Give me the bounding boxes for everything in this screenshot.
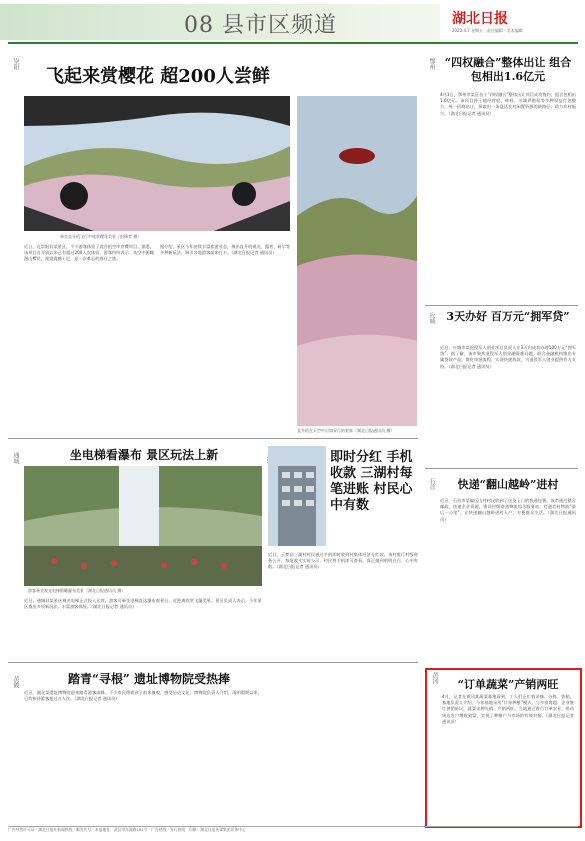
headline-heritage-museum: 踏青“寻根” 遗址博物院受热捧 <box>68 672 230 686</box>
waterfall-body: 近日，通城县某景区观光电梯正式投入运营，游客可乘坐电梯直达瀑布观景台，近距离欣赏飞瀑美景。景区负责人表示，今年景区推出多项新玩法，丰富游客体验。（湖北日报记者 通讯员） <box>24 598 262 610</box>
divider <box>8 438 418 439</box>
issue-meta: 2023.4.7 星期五 · 责任编辑 · 美术编辑 <box>452 28 523 33</box>
order-vegetables-body: 4月，记者在黄冈某蔬菜基地看到，工人们正忙着采摘、分拣、装箱。基地负责人介绍，今年基地采用“订单种植”模式，与多家商超、企业签订供销协议，蔬菜未种先销，产销两旺。当地通过推行订单农业，带动周边农户增收致富，实现了种植户与市场的有效对接。（湖北日报记者 通讯员） <box>442 694 574 724</box>
region-tag-shishou: 石首 <box>428 478 435 490</box>
region-tag-huangpi: 黄陂 <box>12 676 19 688</box>
region-tag-yingcheng: 应城 <box>428 312 435 324</box>
divider <box>425 305 578 306</box>
military-loan-body: 近日，应城市某退役军人创业项目负责人在3天内成功办理100万元“拥军贷”。据了解，该市聚焦退役军人创业融资难问题，联合金融机构推出专属贷款产品，简化审批流程，实现快速放款，为退役军人创业提供有力支持。（湖北日报记者 通讯员） <box>440 345 576 369</box>
helicopter-cockpit-photo <box>24 96 290 231</box>
page-section-title: 08 县市区频道 <box>184 13 337 38</box>
heritage-museum-body: 近日，湖北某遗址博物院迎来踏青游客高峰，不少市民带着孩子前来参观，感受历史文化。博物院负责人介绍，清明假期以来，日均接待游客超过万人次。（湖北日报记者 通讯员） <box>24 690 262 702</box>
headline-elevator-waterfall: 坐电梯看瀑布 景区玩法上新 <box>69 448 219 462</box>
region-tag-chongyang: 崇阳 <box>12 58 19 70</box>
express-delivery-body: 近日，石首市某偏远山村村民收到了送货上门的快递包裹。该市通过整合邮政、快递企业资源，建设村级寄递物流综合服务站，打通农村物流“最后一公里”，让快递翻山越岭进村入户，方便群众生活。（湖北日报通讯员） <box>440 498 576 522</box>
waterfall-elevator-photo <box>24 466 262 586</box>
village-dividend-body: 近日，云梦县三湖村村民通过手机即时收到村集体经济分红款。该村推行村级财务公开，每笔收支实时公示，村民用手机即可查看，真正做到明明白白、心中有数。（湖北日报记者 通讯员） <box>268 552 418 570</box>
headline-land-rights: “四权融合”整体出让 组合包相出1.6亿元 <box>444 56 572 83</box>
photo1-caption: 乘坐直升机飞行中欣赏樱花美景（拍摄者 摄） <box>60 234 142 239</box>
waterfall-photo-caption: 游客乘坐观光电梯俯瞰瀑布美景（湖北日报通讯员 摄） <box>28 588 126 593</box>
helicopter-sky-photo <box>297 96 417 426</box>
headline-cherry-blossom: 飞起来赏樱花 超200人尝鲜 <box>46 66 270 87</box>
land-rights-body: 4月3日，鄂州市某区首个“四权融合”整体出让项目成功签约，组合包相出1.6亿元。该项目将土地经营权、林权、水域养殖权等多种权益打包整合，统一招商出让，探索出一条盘活农村闲置资源的新路径，助力乡村振兴。（湖北日报记者 通讯员） <box>440 92 576 116</box>
headline-village-dividend: 即时分红 手机收款 三湖村每笔进账 村民心中有数 <box>330 450 413 513</box>
divider <box>8 662 418 663</box>
divider <box>425 468 578 469</box>
masthead <box>0 0 585 46</box>
page-footer: 广告经营许可证 · 湖北日报社新闻热线 · 邮发代号 · 本报地址：武汉市东湖路181号 · 广告热线 · 发行热线 · 印刷：湖北日报传媒集团印务中心 <box>8 826 578 839</box>
headline-military-loan: 3天办好 百万元“拥军贷” <box>446 310 570 323</box>
region-tag-huanggang: 黄冈 <box>431 672 438 684</box>
photo2-caption: 直升机在天空中自如穿行的景象（湖北日报通讯员 摄） <box>297 428 395 433</box>
cherry-article-body-2: 据介绍，景区今年持续丰富旅游业态，推出直升机观光、露营、研学等多种新玩法，吸引各地游客前来打卡。（湖北日报记者 通讯员） <box>160 244 290 256</box>
header-rule <box>8 42 578 44</box>
cherry-article-body-1: 近日，在崇阳县某景区，不少游客体验了直升机空中赏樱项目。据悉，该项目自开放以来已有超过200人次体验，游客纷纷表示：从空中俯瞰漫山樱花，视觉震撼十足，是一次难忘的春日之旅。 <box>24 244 154 262</box>
newspaper-logo: 湖北日报 <box>452 11 508 27</box>
headline-order-vegetables: “订单蔬菜”产销两旺 <box>457 678 559 691</box>
building-photo <box>268 446 326 546</box>
region-tag-tongcheng: 通城 <box>12 452 19 464</box>
headline-express-delivery: 快递“翻山越岭”进村 <box>457 478 559 491</box>
region-tag-ezhou: 鄂州 <box>428 58 435 70</box>
